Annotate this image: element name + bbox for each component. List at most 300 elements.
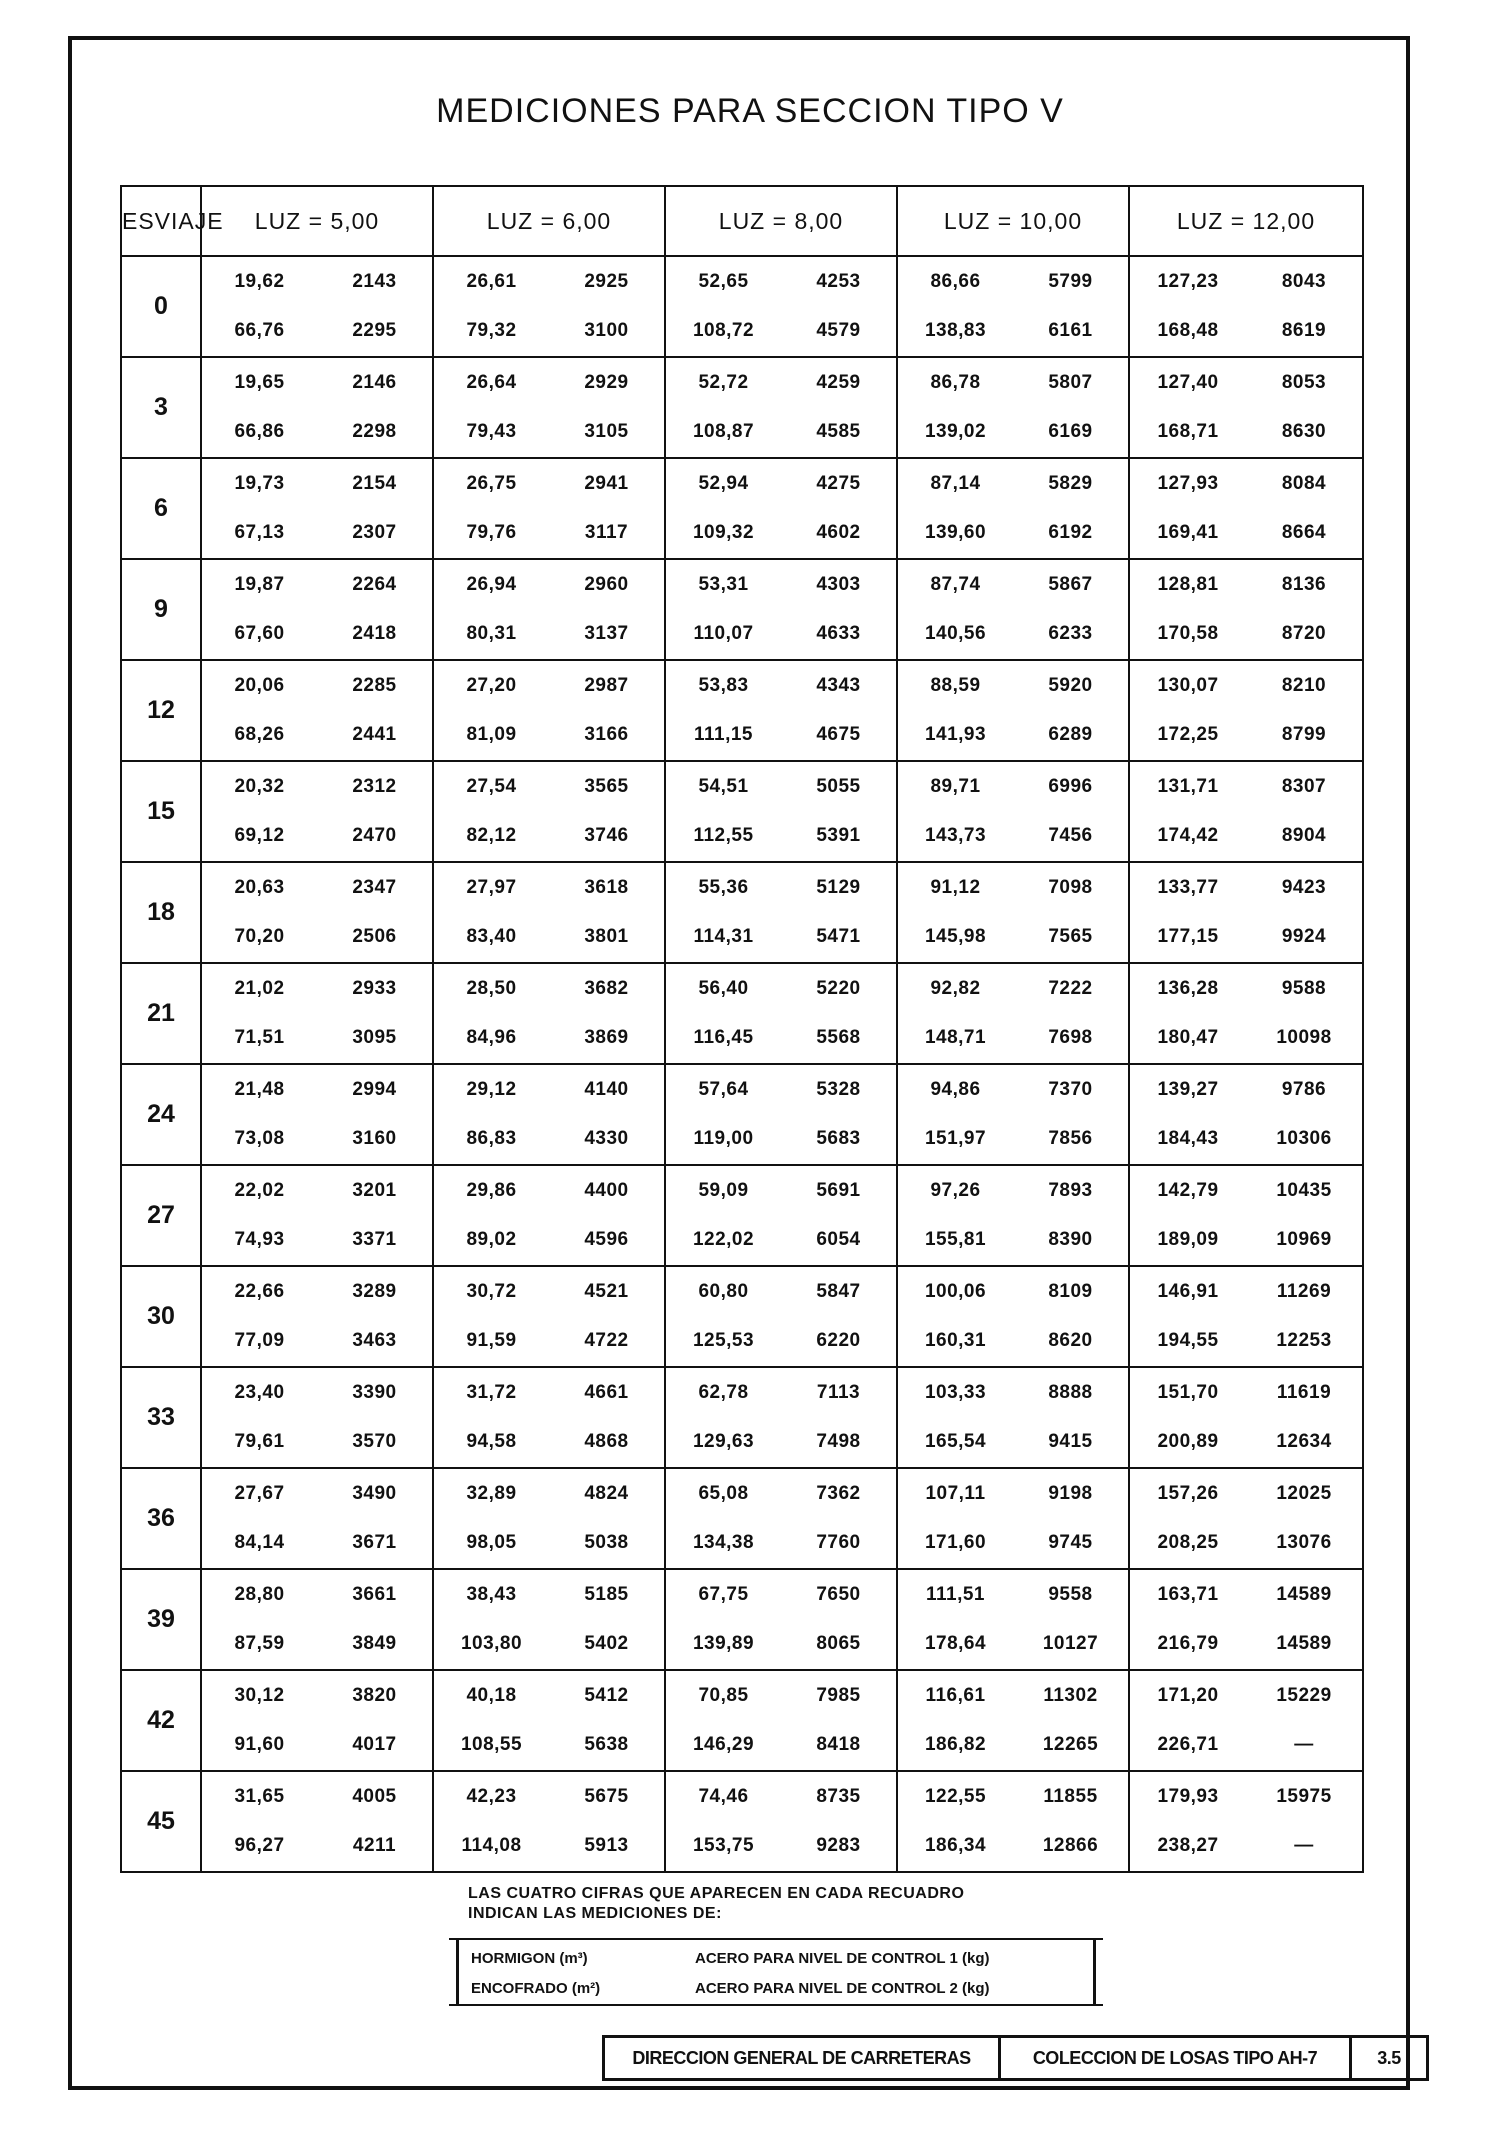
hormigon-value: 26,64: [466, 371, 517, 393]
acero-1-value: 3661: [352, 1583, 397, 1605]
measure-cell: [1129, 862, 1363, 963]
acero-2-value: 12265: [1042, 1734, 1099, 1756]
encofrado-value: 160,31: [924, 1330, 987, 1352]
table-row: [121, 1569, 1363, 1670]
encofrado-value: 81,09: [466, 724, 517, 746]
encofrado-value: 208,25: [1157, 1532, 1219, 1554]
hormigon-value: 31,65: [234, 1785, 285, 1807]
encofrado-value: 98,05: [466, 1532, 517, 1554]
acero-1-value: 2933: [352, 977, 397, 999]
acero-1-value: 8109: [1048, 1280, 1093, 1302]
acero-2-value: 3801: [584, 926, 629, 948]
encofrado-value: 79,32: [466, 320, 517, 342]
acero-1-value: 3289: [352, 1280, 397, 1302]
hormigon-value: 131,71: [1157, 775, 1219, 797]
encofrado-value: 122,02: [692, 1229, 755, 1251]
encofrado-value: 141,93: [924, 724, 987, 746]
hormigon-value: 54,51: [698, 775, 749, 797]
hormigon-value: 20,06: [234, 674, 285, 696]
measure-cell: [201, 559, 433, 660]
measure-cell: [897, 660, 1129, 761]
acero-2-value: 3463: [352, 1330, 397, 1352]
measure-cell: [433, 1569, 665, 1670]
encofrado-value: 139,60: [924, 522, 987, 544]
encofrado-value: 168,48: [1157, 320, 1219, 342]
acero-1-value: 5220: [816, 977, 861, 999]
acero-1-value: 9588: [1281, 977, 1327, 999]
acero-1-value: 3390: [352, 1381, 397, 1403]
table-row: [121, 357, 1363, 458]
measure-cell: [897, 1064, 1129, 1165]
acero-2-value: 3849: [352, 1633, 397, 1655]
encofrado-value: 177,15: [1157, 926, 1219, 948]
encofrado-value: 66,86: [234, 421, 285, 443]
luz-header: LUZ = 5,00: [201, 186, 433, 256]
measure-cell: [897, 458, 1129, 559]
encofrado-value: 134,38: [692, 1532, 755, 1554]
hormigon-value: 60,80: [698, 1280, 749, 1302]
hormigon-value: 27,97: [466, 876, 517, 898]
acero-1-value: 2143: [352, 270, 397, 292]
acero-2-value: 4579: [816, 320, 861, 342]
acero-1-value: 7370: [1048, 1078, 1093, 1100]
acero-2-value: 8619: [1281, 320, 1327, 342]
hormigon-value: 86,78: [930, 371, 981, 393]
measure-cell: [201, 660, 433, 761]
encofrado-value: 108,55: [460, 1734, 523, 1756]
acero-2-value: 4868: [584, 1431, 629, 1453]
acero-1-value: 4005: [352, 1785, 397, 1807]
hormigon-value: 67,75: [698, 1583, 749, 1605]
acero-2-value: 3671: [352, 1532, 397, 1554]
acero-1-value: 5691: [816, 1179, 861, 1201]
hormigon-value: 53,31: [698, 573, 749, 595]
acero-2-value: 3137: [584, 623, 629, 645]
hormigon-value: 52,65: [698, 270, 749, 292]
measure-cell: [897, 1367, 1129, 1468]
acero-2-value: 10969: [1276, 1229, 1332, 1251]
acero-2-value: 3100: [584, 320, 629, 342]
hormigon-value: 88,59: [930, 674, 981, 696]
acero-2-value: 12866: [1042, 1835, 1099, 1857]
esviaje-value: 45: [121, 1771, 201, 1872]
acero-1-value: 4275: [816, 472, 861, 494]
measure-cell: [665, 1064, 897, 1165]
acero-1-value: 3565: [584, 775, 629, 797]
acero-2-value: 7565: [1048, 926, 1093, 948]
hormigon-value: 26,75: [466, 472, 517, 494]
encofrado-value: 186,34: [924, 1835, 987, 1857]
luz-header: LUZ = 8,00: [665, 186, 897, 256]
acero-1-value: 2941: [584, 472, 629, 494]
measure-cell: [665, 761, 897, 862]
table-row: [121, 862, 1363, 963]
acero-1-value: 5328: [816, 1078, 861, 1100]
table-row: [121, 1266, 1363, 1367]
footer-collection: COLECCION DE LOSAS TIPO AH-7: [1001, 2038, 1352, 2078]
luz-header: LUZ = 6,00: [433, 186, 665, 256]
measure-cell: [897, 1569, 1129, 1670]
acero-2-value: 6169: [1048, 421, 1093, 443]
acero-1-value: 2994: [352, 1078, 397, 1100]
hormigon-value: 59,09: [698, 1179, 749, 1201]
hormigon-value: 38,43: [466, 1583, 517, 1605]
acero-2-value: 7698: [1048, 1027, 1093, 1049]
acero-2-value: 4633: [816, 623, 861, 645]
acero-2-value: —: [1294, 1734, 1314, 1756]
hormigon-value: 56,40: [698, 977, 749, 999]
measure-cell: [665, 256, 897, 357]
acero-2-value: 14589: [1276, 1633, 1332, 1655]
measure-cell: [665, 1670, 897, 1771]
acero-1-value: 10435: [1276, 1179, 1332, 1201]
acero-1-value: 8084: [1281, 472, 1327, 494]
esviaje-value: 24: [121, 1064, 201, 1165]
hormigon-value: 87,74: [930, 573, 981, 595]
acero-2-value: 9283: [816, 1835, 861, 1857]
hormigon-value: 70,85: [698, 1684, 749, 1706]
table-row: [121, 256, 1363, 357]
acero-2-value: 3117: [584, 522, 629, 544]
encofrado-value: 180,47: [1157, 1027, 1219, 1049]
measure-cell: [1129, 1165, 1363, 1266]
acero-1-value: 7113: [816, 1381, 861, 1403]
legend-acero-1: ACERO PARA NIVEL DE CONTROL 1 (kg): [695, 1950, 990, 1967]
encofrado-value: 146,29: [692, 1734, 755, 1756]
acero-2-value: 8390: [1048, 1229, 1093, 1251]
acero-2-value: 8418: [816, 1734, 861, 1756]
table-row: [121, 1165, 1363, 1266]
esviaje-value: 33: [121, 1367, 201, 1468]
hormigon-value: 32,89: [466, 1482, 517, 1504]
acero-1-value: 8307: [1281, 775, 1327, 797]
encofrado-value: 84,14: [234, 1532, 285, 1554]
luz-header: LUZ = 10,00: [897, 186, 1129, 256]
encofrado-value: 79,76: [466, 522, 517, 544]
hormigon-value: 62,78: [698, 1381, 749, 1403]
acero-1-value: 3201: [352, 1179, 397, 1201]
acero-1-value: 2929: [584, 371, 629, 393]
hormigon-value: 133,77: [1157, 876, 1219, 898]
hormigon-value: 19,62: [234, 270, 285, 292]
hormigon-value: 97,26: [930, 1179, 981, 1201]
acero-2-value: 6220: [816, 1330, 861, 1352]
hormigon-value: 27,67: [234, 1482, 285, 1504]
measure-cell: [665, 1569, 897, 1670]
acero-2-value: 5638: [584, 1734, 629, 1756]
measure-cell: [433, 256, 665, 357]
acero-2-value: 7456: [1048, 825, 1093, 847]
measure-cell: [433, 559, 665, 660]
acero-1-value: 8888: [1048, 1381, 1093, 1403]
measure-cell: [1129, 559, 1363, 660]
measure-cell: [201, 1165, 433, 1266]
hormigon-value: 52,94: [698, 472, 749, 494]
acero-1-value: 4400: [584, 1179, 629, 1201]
measure-cell: [433, 1367, 665, 1468]
hormigon-value: 151,70: [1157, 1381, 1219, 1403]
encofrado-value: 153,75: [692, 1835, 755, 1857]
acero-1-value: 3618: [584, 876, 629, 898]
hormigon-value: 21,48: [234, 1078, 285, 1100]
hormigon-value: 29,86: [466, 1179, 517, 1201]
acero-1-value: 11855: [1043, 1785, 1098, 1807]
measure-cell: [897, 559, 1129, 660]
hormigon-value: 179,93: [1157, 1785, 1219, 1807]
encofrado-value: 148,71: [924, 1027, 987, 1049]
measure-cell: [201, 357, 433, 458]
hormigon-value: 74,46: [698, 1785, 749, 1807]
acero-2-value: 4596: [584, 1229, 629, 1251]
acero-2-value: 10098: [1276, 1027, 1332, 1049]
acero-1-value: 5847: [816, 1280, 861, 1302]
acero-2-value: 5391: [816, 825, 861, 847]
encofrado-value: 143,73: [924, 825, 987, 847]
encofrado-value: 80,31: [466, 623, 517, 645]
hormigon-value: 19,65: [234, 371, 285, 393]
encofrado-value: 168,71: [1157, 421, 1219, 443]
esviaje-value: 36: [121, 1468, 201, 1569]
acero-2-value: 5683: [816, 1128, 861, 1150]
acero-1-value: 4661: [584, 1381, 629, 1403]
acero-1-value: 9786: [1281, 1078, 1327, 1100]
encofrado-value: 114,08: [461, 1835, 522, 1857]
encofrado-value: 226,71: [1157, 1734, 1219, 1756]
encofrado-value: 125,53: [692, 1330, 755, 1352]
acero-2-value: 6289: [1048, 724, 1093, 746]
measure-cell: [1129, 660, 1363, 761]
measure-cell: [433, 761, 665, 862]
acero-2-value: 4602: [816, 522, 861, 544]
esviaje-value: 39: [121, 1569, 201, 1670]
hormigon-value: 28,50: [466, 977, 517, 999]
encofrado-value: 103,80: [460, 1633, 523, 1655]
hormigon-value: 116,61: [925, 1684, 986, 1706]
encofrado-value: 96,27: [234, 1835, 285, 1857]
acero-1-value: 7650: [816, 1583, 861, 1605]
hormigon-value: 89,71: [930, 775, 981, 797]
measure-cell: [897, 1771, 1129, 1872]
encofrado-value: 171,60: [924, 1532, 987, 1554]
legend-line: LAS CUATRO CIFRAS QUE APARECEN EN CADA RECUADRO: [468, 1885, 965, 1902]
header-row: [121, 186, 1363, 256]
acero-1-value: 11269: [1276, 1280, 1332, 1302]
encofrado-value: 178,64: [924, 1633, 987, 1655]
acero-1-value: 2987: [584, 674, 629, 696]
hormigon-value: 22,02: [234, 1179, 285, 1201]
measure-cell: [665, 1367, 897, 1468]
acero-2-value: 8620: [1048, 1330, 1093, 1352]
acero-1-value: 5412: [584, 1684, 629, 1706]
esviaje-value: 0: [121, 256, 201, 357]
hormigon-value: 40,18: [466, 1684, 517, 1706]
acero-1-value: 7985: [816, 1684, 861, 1706]
acero-1-value: 2285: [352, 674, 397, 696]
measure-cell: [1129, 1569, 1363, 1670]
encofrado-value: 174,42: [1157, 825, 1219, 847]
acero-2-value: 6054: [816, 1229, 861, 1251]
acero-2-value: 4585: [816, 421, 861, 443]
encofrado-value: 139,02: [924, 421, 987, 443]
encofrado-value: 91,60: [234, 1734, 285, 1756]
measure-cell: [433, 1670, 665, 1771]
acero-1-value: 7222: [1048, 977, 1093, 999]
esviaje-value: 12: [121, 660, 201, 761]
legend-hormigon: HORMIGON (m³): [471, 1950, 588, 1967]
encofrado-value: 184,43: [1157, 1128, 1219, 1150]
acero-2-value: 12634: [1276, 1431, 1332, 1453]
acero-2-value: 2298: [352, 421, 397, 443]
acero-2-value: 2441: [352, 724, 397, 746]
measure-cell: [433, 660, 665, 761]
hormigon-value: 26,94: [466, 573, 517, 595]
measure-cell: [201, 963, 433, 1064]
acero-2-value: 12253: [1276, 1330, 1332, 1352]
hormigon-value: 127,40: [1157, 371, 1219, 393]
hormigon-value: 107,11: [925, 1482, 986, 1504]
acero-1-value: 5867: [1048, 573, 1093, 595]
hormigon-value: 122,55: [924, 1785, 987, 1807]
acero-1-value: 7893: [1048, 1179, 1093, 1201]
measure-cell: [201, 1367, 433, 1468]
acero-1-value: 5920: [1048, 674, 1093, 696]
encofrado-value: 67,60: [234, 623, 285, 645]
measure-cell: [433, 357, 665, 458]
hormigon-value: 21,02: [234, 977, 285, 999]
measure-cell: [433, 1468, 665, 1569]
measure-cell: [201, 862, 433, 963]
acero-2-value: 4675: [816, 724, 861, 746]
hormigon-value: 27,20: [466, 674, 517, 696]
encofrado-value: 189,09: [1157, 1229, 1219, 1251]
acero-2-value: 5471: [816, 926, 861, 948]
acero-1-value: 15229: [1276, 1684, 1332, 1706]
hormigon-value: 127,23: [1157, 270, 1219, 292]
acero-1-value: 8043: [1281, 270, 1327, 292]
measure-cell: [1129, 1367, 1363, 1468]
encofrado-value: 111,15: [693, 724, 754, 746]
acero-1-value: 6996: [1048, 775, 1093, 797]
acero-1-value: 2146: [352, 371, 397, 393]
encofrado-value: 151,97: [924, 1128, 987, 1150]
measure-cell: [665, 1165, 897, 1266]
acero-1-value: 7098: [1048, 876, 1093, 898]
acero-2-value: 3166: [584, 724, 629, 746]
measure-cell: [201, 1569, 433, 1670]
measure-cell: [897, 862, 1129, 963]
hormigon-value: 103,33: [924, 1381, 987, 1403]
esviaje-header: ESVIAJE: [121, 186, 201, 256]
acero-2-value: 8664: [1281, 522, 1327, 544]
hormigon-value: 136,28: [1157, 977, 1219, 999]
title-block: [602, 2035, 1429, 2081]
legend-caption: [468, 1884, 964, 1924]
hormigon-value: 92,82: [930, 977, 981, 999]
encofrado-value: 69,12: [234, 825, 285, 847]
hormigon-value: 163,71: [1157, 1583, 1219, 1605]
table-row: [121, 963, 1363, 1064]
acero-2-value: 13076: [1276, 1532, 1332, 1554]
hormigon-value: 94,86: [930, 1078, 981, 1100]
encofrado-value: 238,27: [1157, 1835, 1219, 1857]
encofrado-value: 172,25: [1157, 724, 1219, 746]
acero-2-value: 4722: [584, 1330, 629, 1352]
table-row: [121, 1670, 1363, 1771]
measure-cell: [1129, 1771, 1363, 1872]
hormigon-value: 19,73: [234, 472, 285, 494]
measure-cell: [1129, 1670, 1363, 1771]
table-row: [121, 1367, 1363, 1468]
acero-2-value: 9415: [1048, 1431, 1093, 1453]
acero-2-value: 3105: [584, 421, 629, 443]
acero-1-value: 4303: [816, 573, 861, 595]
measure-cell: [1129, 761, 1363, 862]
encofrado-value: 170,58: [1157, 623, 1219, 645]
encofrado-value: 87,59: [234, 1633, 285, 1655]
acero-1-value: 11302: [1043, 1684, 1098, 1706]
encofrado-value: 68,26: [234, 724, 285, 746]
encofrado-value: 114,31: [693, 926, 754, 948]
encofrado-value: 139,89: [692, 1633, 755, 1655]
acero-1-value: 2960: [584, 573, 629, 595]
esviaje-value: 3: [121, 357, 201, 458]
measure-cell: [201, 1468, 433, 1569]
measure-cell: [665, 1771, 897, 1872]
measure-cell: [897, 256, 1129, 357]
measure-cell: [665, 458, 897, 559]
acero-1-value: 5185: [584, 1583, 629, 1605]
measure-cell: [897, 963, 1129, 1064]
encofrado-value: 119,00: [693, 1128, 754, 1150]
table-row: [121, 1771, 1363, 1872]
hormigon-value: 42,23: [466, 1785, 517, 1807]
measure-cell: [665, 862, 897, 963]
table-row: [121, 1468, 1363, 1569]
hormigon-value: 28,80: [234, 1583, 285, 1605]
measure-cell: [433, 963, 665, 1064]
acero-1-value: 7362: [816, 1482, 861, 1504]
hormigon-value: 30,72: [466, 1280, 517, 1302]
measure-cell: [665, 963, 897, 1064]
acero-1-value: 8735: [816, 1785, 861, 1807]
acero-1-value: 4343: [816, 674, 861, 696]
legend-acero-2: ACERO PARA NIVEL DE CONTROL 2 (kg): [695, 1980, 990, 1997]
measure-cell: [201, 761, 433, 862]
acero-1-value: 3820: [352, 1684, 397, 1706]
acero-1-value: 3682: [584, 977, 629, 999]
acero-1-value: 2154: [352, 472, 397, 494]
esviaje-value: 6: [121, 458, 201, 559]
measure-cell: [201, 1064, 433, 1165]
encofrado-value: 86,83: [466, 1128, 517, 1150]
acero-1-value: 2925: [584, 270, 629, 292]
acero-1-value: 4259: [816, 371, 861, 393]
encofrado-value: 138,83: [924, 320, 987, 342]
encofrado-value: 169,41: [1157, 522, 1219, 544]
esviaje-value: 27: [121, 1165, 201, 1266]
encofrado-value: 200,89: [1157, 1431, 1219, 1453]
measurements-table: [120, 185, 1364, 1873]
hormigon-value: 19,87: [234, 573, 285, 595]
hormigon-value: 30,12: [234, 1684, 285, 1706]
acero-1-value: 8210: [1281, 674, 1327, 696]
acero-2-value: 7760: [816, 1532, 861, 1554]
acero-1-value: 4253: [816, 270, 861, 292]
hormigon-value: 55,36: [698, 876, 749, 898]
hormigon-value: 146,91: [1157, 1280, 1219, 1302]
encofrado-value: 70,20: [234, 926, 285, 948]
encofrado-value: 82,12: [466, 825, 517, 847]
